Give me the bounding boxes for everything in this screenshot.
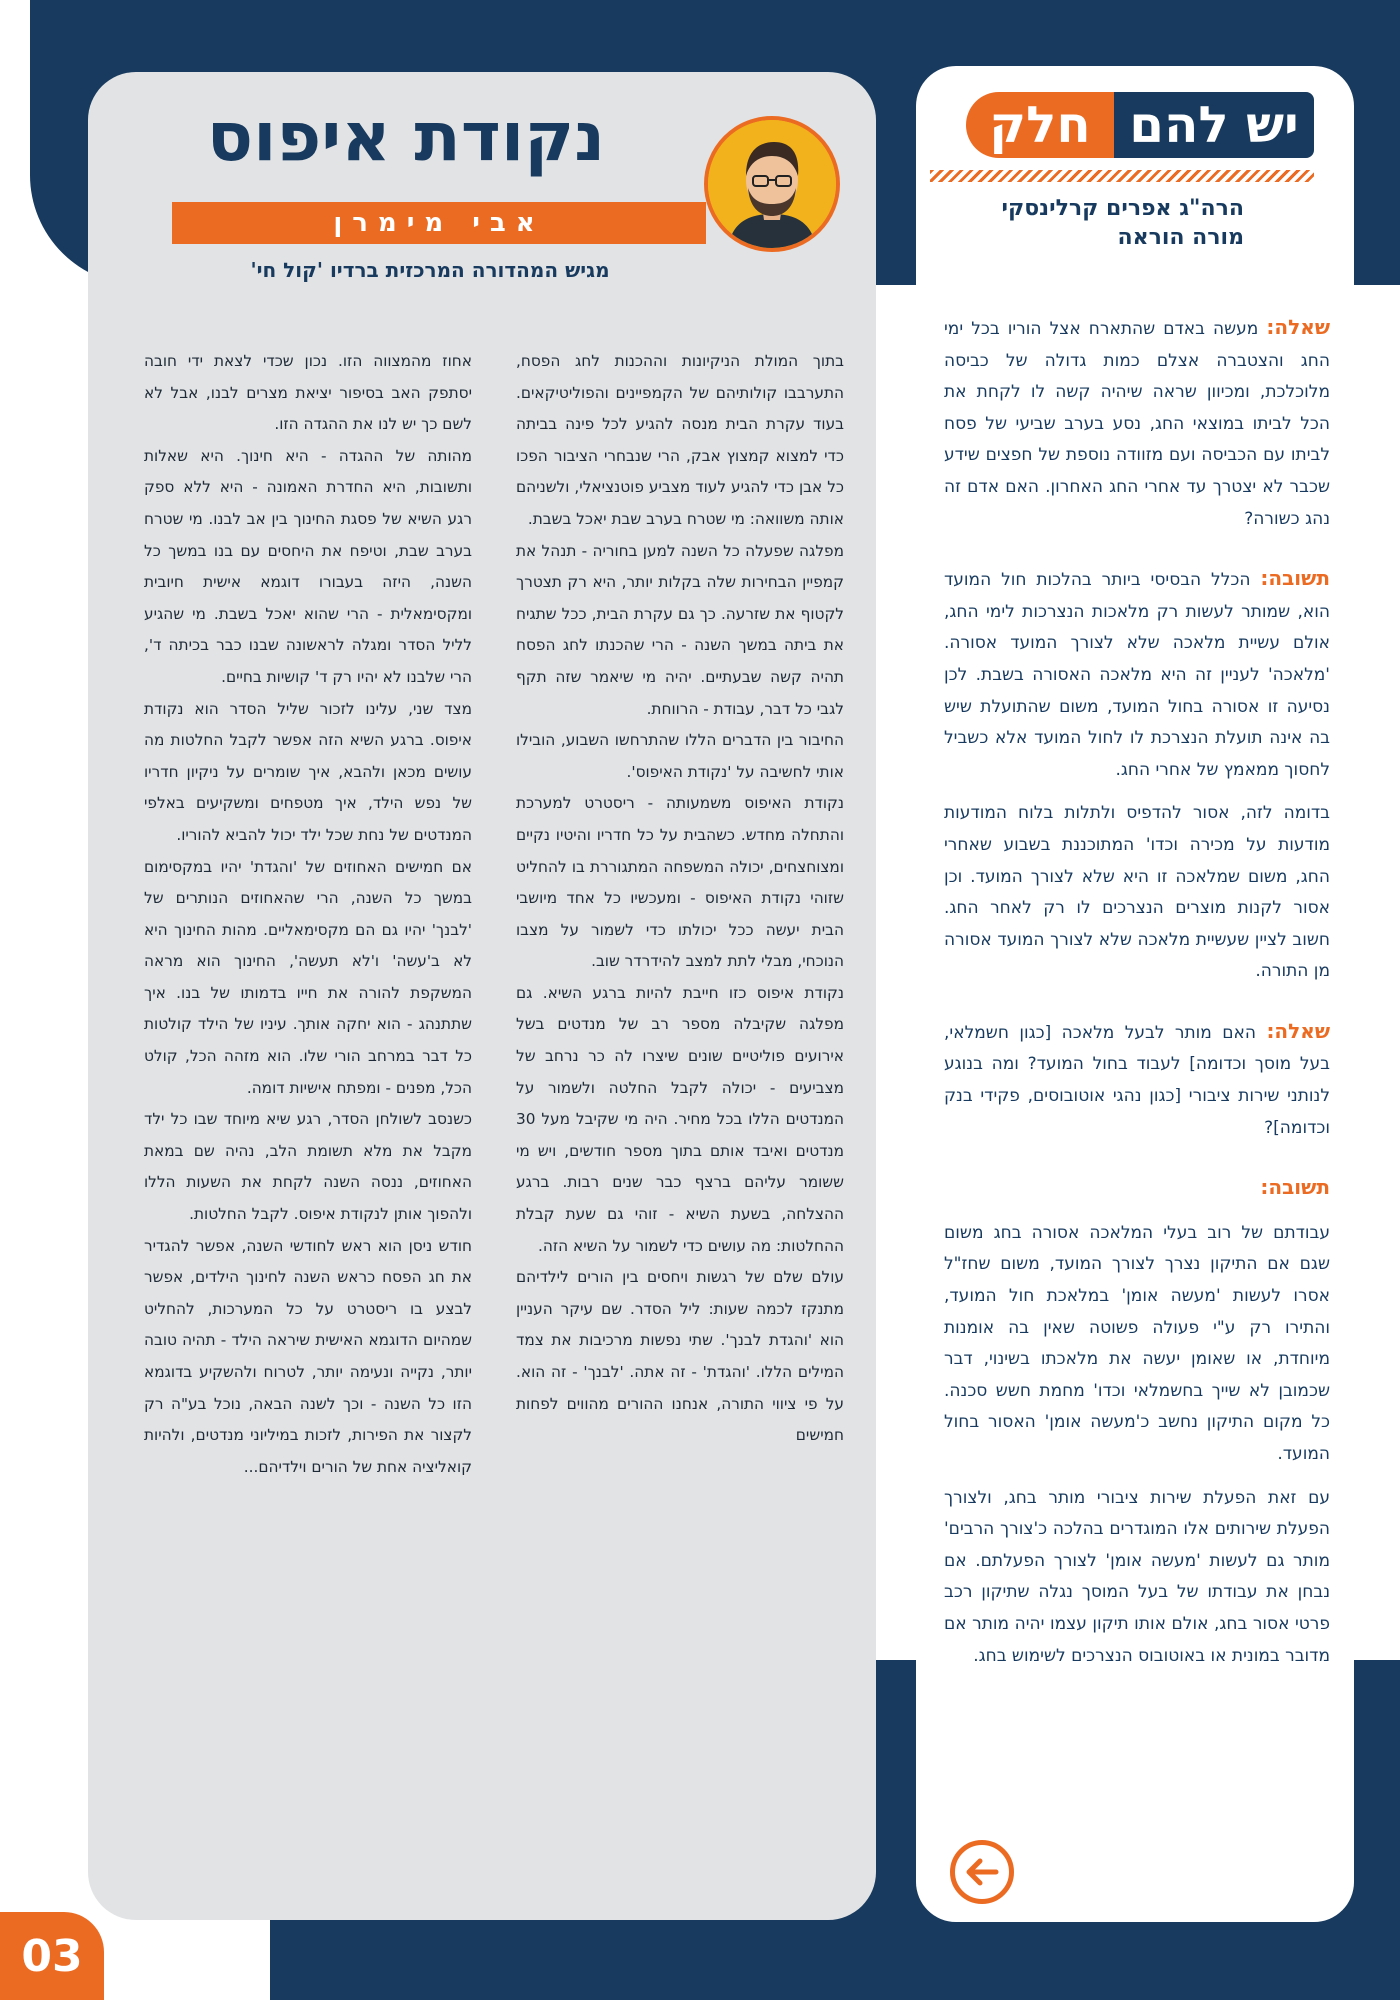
qa-answer-2-para-2: עם זאת הפעלת שירות ציבורי מותר בחג, ולצורך הפעלת שירותים אלו המוגדרים בהלכה כ'צורך הרבים' מותר גם לעשות 'מעשה אומן' לצורך הפעלתם. אם נבחן את עבודתו של בעל המוסך נגלה שתיקון רכב פרטי אסור בחג, אולם אותו תיקון עצמו יהיה מותר אם מדובר במונית או באוטובוס הנצרכים לשימוש בחג. — [944, 1487, 1330, 1666]
article-paragraph: נקודת איפוס כזו חייבת להיות ברגע השיא. גם מפלגה שקיבלה מספר רב של מנדטים בשל אירועים פוליטיים שונים שיצרו לה כר נרחב של מצביעים - יכולה לקבל החלטה ולשמור על המנדטים הללו בכל מחיר. היה מי שקיבל מעל 30 מנדטים ואיבד אותם בתוך מספר חודשים, ויש מי ששומר עליהם ברצף כבר שנים רבות. ברגע ההצלחה, בשעת השיא - זוהי גם שעת קבלת ההחלטות: מה עושים כדי לשמור על השיא הזה. — [516, 983, 844, 1255]
rabbi-role: מורה הוראה — [1117, 225, 1244, 250]
section-brand — [966, 92, 1314, 158]
back-arrow-button[interactable] — [950, 1840, 1014, 1904]
article-paragraph: בתוך המולת הניקיונות וההכנות לחג הפסח, התערבבו קולותיהם של הקמפיינים והפוליטיקאים. בעוד עקרת הבית מנסה להגיע לכל פינה בביתה כדי למצוא קמצוץ אבק, הרי שנבחרי הציבור הפכו כל אבן כדי להגיע לעוד מצביע פוטנציאלי, ולשניהם אותה משוואה: מי שטרח בערב שבת יאכל בשבת. — [516, 352, 844, 528]
article-column-2 — [144, 346, 472, 1862]
article-paragraph: אחוז מהמצווה הזו. נכון שכדי לצאת ידי חובה יסתפק האב בסיפור יציאת מצרים לבנו, אבל לא לשם כך יש לנו את ההגדה הזו. — [144, 352, 472, 434]
qa-answer-1: תשובה: הכלל הבסיסי ביותר בהלכות חול המועד הוא, שמותר לעשות רק מלאכות הנצרכות לימי החג, אולם עשיית מלאכה שלא לצורך המועד אסורה. 'מלאכה' לעניין זה היא מלאכה האסורה בשבת. לכן נסיעה זו אסורה בחול המועד, משום שהתועלת שיש בה אינה תועלת הנצרכת לו לחול המועד אלא כשביל לחסוך ממאמץ של אחרי החג. — [944, 566, 1330, 780]
author-name: אבי מימרן — [172, 202, 706, 244]
brand-orange-word: חלק — [966, 92, 1114, 158]
article-column-1 — [516, 346, 844, 1862]
answer-label: תשובה: — [1260, 1175, 1330, 1200]
brand-navy-words: יש להם — [1114, 92, 1314, 158]
answer-label: תשובה: — [1260, 566, 1330, 591]
question-label: שאלה: — [1266, 1018, 1331, 1043]
column-title: נקודת איפוס — [206, 98, 606, 177]
article-paragraph: אם חמישים האחוזים של 'והגדת' יהיו במקסימום במשך כל השנה, הרי שהאחוזים הנותרים של 'לבנך' יהיו גם הם מקסימאליים. מהות החינוך היא לא ב'עשה' ו'לא תעשה', החינוך הוא מראה המשקפת להורה את חייו בדמותו של בנו. איך שתתנהג - הוא יחקה אותך. עיניו של הילד קולטות כל דבר במרחב הורי שלו. הוא מזהה הכל, קולט הכל, מפנים - ומפתח אישיות דומה. — [144, 857, 472, 1097]
rabbi-name: הרה"ג אפרים קרלינסקי — [1001, 196, 1244, 221]
article-paragraph: חודש ניסן הוא ראש לחודשי השנה, אפשר להגדיר את חג הפסח כראש השנה לחינוך הילדים, אפשר לבצע בו ריסטרט על כל המערכות, להחליט שמהיום הדוגמא האישית שיראה הילד - תהיה טובה יותר, נקייה ונעימה יותר, לטרוח ולהשקיע בדוגמא הזו כל השנה - וכך לשנה הבאה, נוכל בע"ה רק לקצור את הפירות, לזכות במיליוני מנדטים, ולהיות קואליציה אחת של הורים וילדיהם... — [144, 1236, 472, 1476]
rabbi-credit — [934, 194, 1244, 252]
article-paragraph: מפלגה שפעלה כל השנה למען בחוריה - תנהל את קמפיין הבחירות שלה בקלות יותר, היא רק תצטרך לקטוף את שזרעה. כך גם עקרת הבית, ככל שתגיח את ביתה במשך השנה - הרי שהכנתו לחג הפסח תהיה קשה שבעתיים. יהיה מי שיאמר שזה תקף לגבי כל דבר, עבודת - הרווחת. — [516, 541, 844, 718]
article-paragraph: כשנסב לשולחן הסדר, רגע שיא מיוחד שבו כל ילד מקבל את מלא תשומת הלב, נהיה שם במאת האחוזים, ננסה השנה לקחת את השעות הללו ולהפוך אותן לנקודת איפוס. לקבל החלטות. — [144, 1110, 472, 1224]
qa-answer-2-label — [944, 1172, 1330, 1206]
qa-answer-2-para-1: עבודתם של רוב בעלי המלאכה אסורה בחג משום שגם אם התיקון נצרך לצורך המועד, משום שחז"ל אסרו לעשות 'מעשה אומן' במלאכת חול המועד, והתירו רק ע"י פעולה פשוטה שאין בה אומנות מיוחדת, או שאומן יעשה את מלאכתו בשינוי, דבר שכמובן לא שייך בחשמלאי וכדו' מחמת חשש סכנה. כל מקום התיקון נחשב כ'מעשה אומן' האסור בחול המועד. — [944, 1222, 1330, 1464]
hatch-divider — [930, 170, 1314, 182]
page-number: 03 — [0, 1912, 104, 2000]
qa-answer-1-para-2: בדומה לזה, אסור להדפיס ולתלות בלוח המודעות מודעות על מכירה וכדו' המתוכננת בשבוע שאחרי החג, משום שמלאכה זו היא שלא לצורך המועד. וכן אסור לקנות מוצרים הנצרכים לו רק לאחר החג. חשוב לציין שעשיית מלאכה שלא לצורך המועד אסורה מן התורה. — [944, 803, 1330, 982]
arrow-left-icon — [962, 1856, 1002, 1888]
qa-text — [944, 312, 1330, 1684]
article-paragraph: מהותה של ההגדה - היא חינוך. היא שאלות ותשובות, היא החדרת האמונה - היא ללא ספק רגע השיא של פסגת החינוך בין אב לבנו. מי שטרח בערב שבת, וטיפח את היחסים עם בנו במשך כל השנה, היזה בעבורו דוגמא אישית חיובית ומקסימאלית - הרי שהוא יאכל בשבת. מי שהגיע לליל הסדר ומגלה לראשונה שבנו כבר בכיתה ד', הרי שלבנו לא יהיו רק ד' קושיות בחיים. — [144, 446, 472, 686]
qa-question-2: שאלה: האם מותר לבעל מלאכה [כגון חשמלאי, בעל מוסך וכדומה] לעבוד בחול המועד? ומה בנוגע לנותני שירות ציבורי [כגון נהגי אוטובוסים, פקידי בנק וכדומה]? — [944, 1018, 1331, 1138]
author-byline: מגיש המהדורה המרכזית ברדיו 'קול חי' — [250, 258, 610, 282]
article-paragraph: עולם שלם של רגשות ויחסים בין הורים לילדיהם מתנקז לכמה שעות: ליל הסדר. שם עיקר העניין הוא 'והגדת לבנך'. שתי נפשות מרכיבות את צמד המילים הללו. 'והגדת' - זה אתה. 'לבנך' - זה הוא. על פי ציווי התורה, אנחנו ההורים מהווים לפחות חמישים — [516, 1268, 844, 1445]
article-body — [144, 346, 844, 1862]
qa-question-1: שאלה: מעשה באדם שהתארח אצל הוריו בכל ימי החג והצטברה אצלם כמות גדולה של כביסה מלוכלכת, ומכיוון שראה שיהיה קשה לו לקחת את הכל לביתו במוצאי החג, נסע בערב שביעי של פסח לביתו עם הכביסה ועם מזוודה נוספת של חפצים שידע שכבר לא יצטרך עד אחרי החג האחרון. האם אדם זה נהג כשורה? — [944, 315, 1330, 529]
article-paragraph: נקודת האיפוס משמעותה - ריסטרט למערכת והתחלה מחדש. כשהבית על כל חדריו והיטיו נקיים ומצוחצחים, יכולה המשפחה המתגוררת בו להחליט שזוהי נקודת האיפוס - ומעכשיו כל אחד מיושבי הבית יעשה ככל יכולתו כדי לשמור על מצבו הנוכחי, מבלי לתת למצב להידרדר שוב. — [516, 794, 844, 971]
article-paragraph: החיבור בין הדברים הללו שהתרחשו השבוע, הובילו אותי לחשיבה על 'נקודת האיפוס'. — [516, 731, 844, 781]
question-label: שאלה: — [1266, 315, 1330, 339]
author-portrait-icon — [704, 116, 840, 252]
article-paragraph: מצד שני, עלינו לזכור שליל הסדר הוא נקודת איפוס. ברגע השיא הזה אפשר לקבל החלטות מה עושים מכאן ולהבא, איך שומרים על ניקיון חדריו של נפש הילד, איך מטפחים ומשקיעים באלפי המנדטים של נחת שכל ילד יכול להביא להוריו. — [144, 699, 472, 844]
